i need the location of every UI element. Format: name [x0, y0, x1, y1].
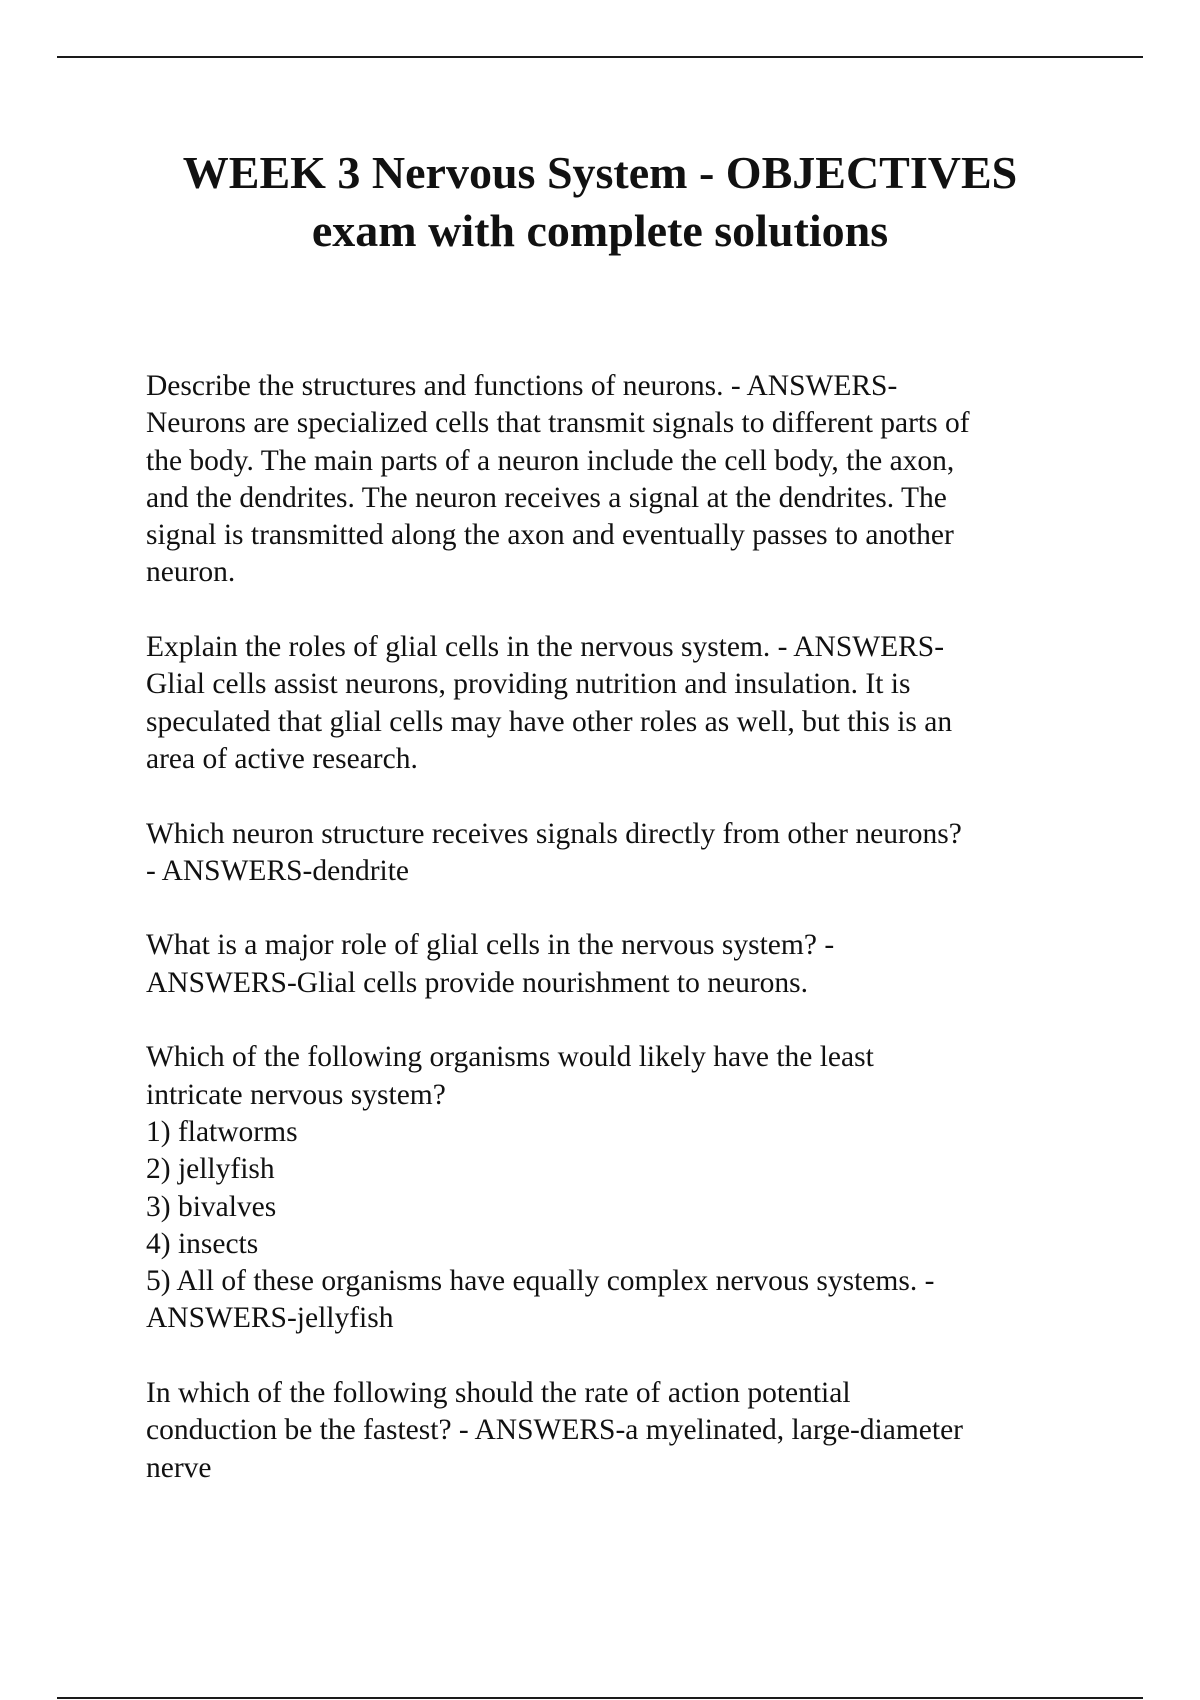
- text-line: ANSWERS-Glial cells provide nourishment to neurons.: [146, 966, 809, 999]
- text-line: speculated that glial cells may have other roles as well, but this is an: [146, 705, 953, 738]
- title-line-2: exam with complete solutions: [311, 205, 889, 256]
- text-line: and the dendrites. The neuron receives a signal at the dendrites. The: [146, 481, 947, 514]
- document-title: [100, 144, 1100, 260]
- text-line: What is a major role of glial cells in the nervous system? -: [146, 929, 835, 962]
- qa-item-conduction-rate: [146, 1375, 1106, 1487]
- text-line: Which of the following organisms would likely have the least: [146, 1041, 874, 1074]
- text-line: conduction be the fastest? - ANSWERS-a myelinated, large-diameter: [146, 1414, 963, 1447]
- text-line: area of active research.: [146, 742, 418, 775]
- text-line: Glial cells assist neurons, providing nutrition and insulation. It is: [146, 668, 911, 701]
- text-line: intricate nervous system?: [146, 1078, 446, 1111]
- text-line: Neurons are specialized cells that transmit signals to different parts of: [146, 407, 970, 440]
- qa-content: [146, 368, 1106, 1524]
- option-line: 4) insects: [146, 1227, 259, 1260]
- qa-item-neuron-structures: [146, 368, 1106, 592]
- text-line: ANSWERS-jellyfish: [146, 1302, 394, 1335]
- title-line-1: WEEK 3 Nervous System - OBJECTIVES: [182, 147, 1018, 198]
- bottom-rule: [57, 1697, 1143, 1699]
- text-line: Explain the roles of glial cells in the nervous system. - ANSWERS-: [146, 631, 945, 664]
- text-line: - ANSWERS-dendrite: [146, 854, 410, 887]
- text-line: nerve: [146, 1451, 212, 1484]
- option-line: 3) bivalves: [146, 1190, 277, 1223]
- option-line: 1) flatworms: [146, 1115, 298, 1148]
- text-line: Describe the structures and functions of neurons. - ANSWERS-: [146, 370, 898, 402]
- text-line: Which neuron structure receives signals directly from other neurons?: [146, 817, 962, 850]
- text-line: neuron.: [146, 556, 236, 589]
- text-line: In which of the following should the rate of action potential: [146, 1377, 851, 1410]
- qa-item-glial-roles: [146, 629, 1106, 778]
- text-line: signal is transmitted along the axon and eventually passes to another: [146, 519, 954, 552]
- qa-item-dendrite: [146, 816, 1106, 891]
- text-line: the body. The main parts of a neuron include the cell body, the axon,: [146, 444, 955, 477]
- qa-item-glial-major-role: [146, 927, 1106, 1002]
- option-line: 2) jellyfish: [146, 1153, 275, 1186]
- qa-item-least-intricate: [146, 1039, 1106, 1337]
- option-line: 5) All of these organisms have equally complex nervous systems. -: [146, 1265, 935, 1298]
- top-rule: [57, 56, 1143, 58]
